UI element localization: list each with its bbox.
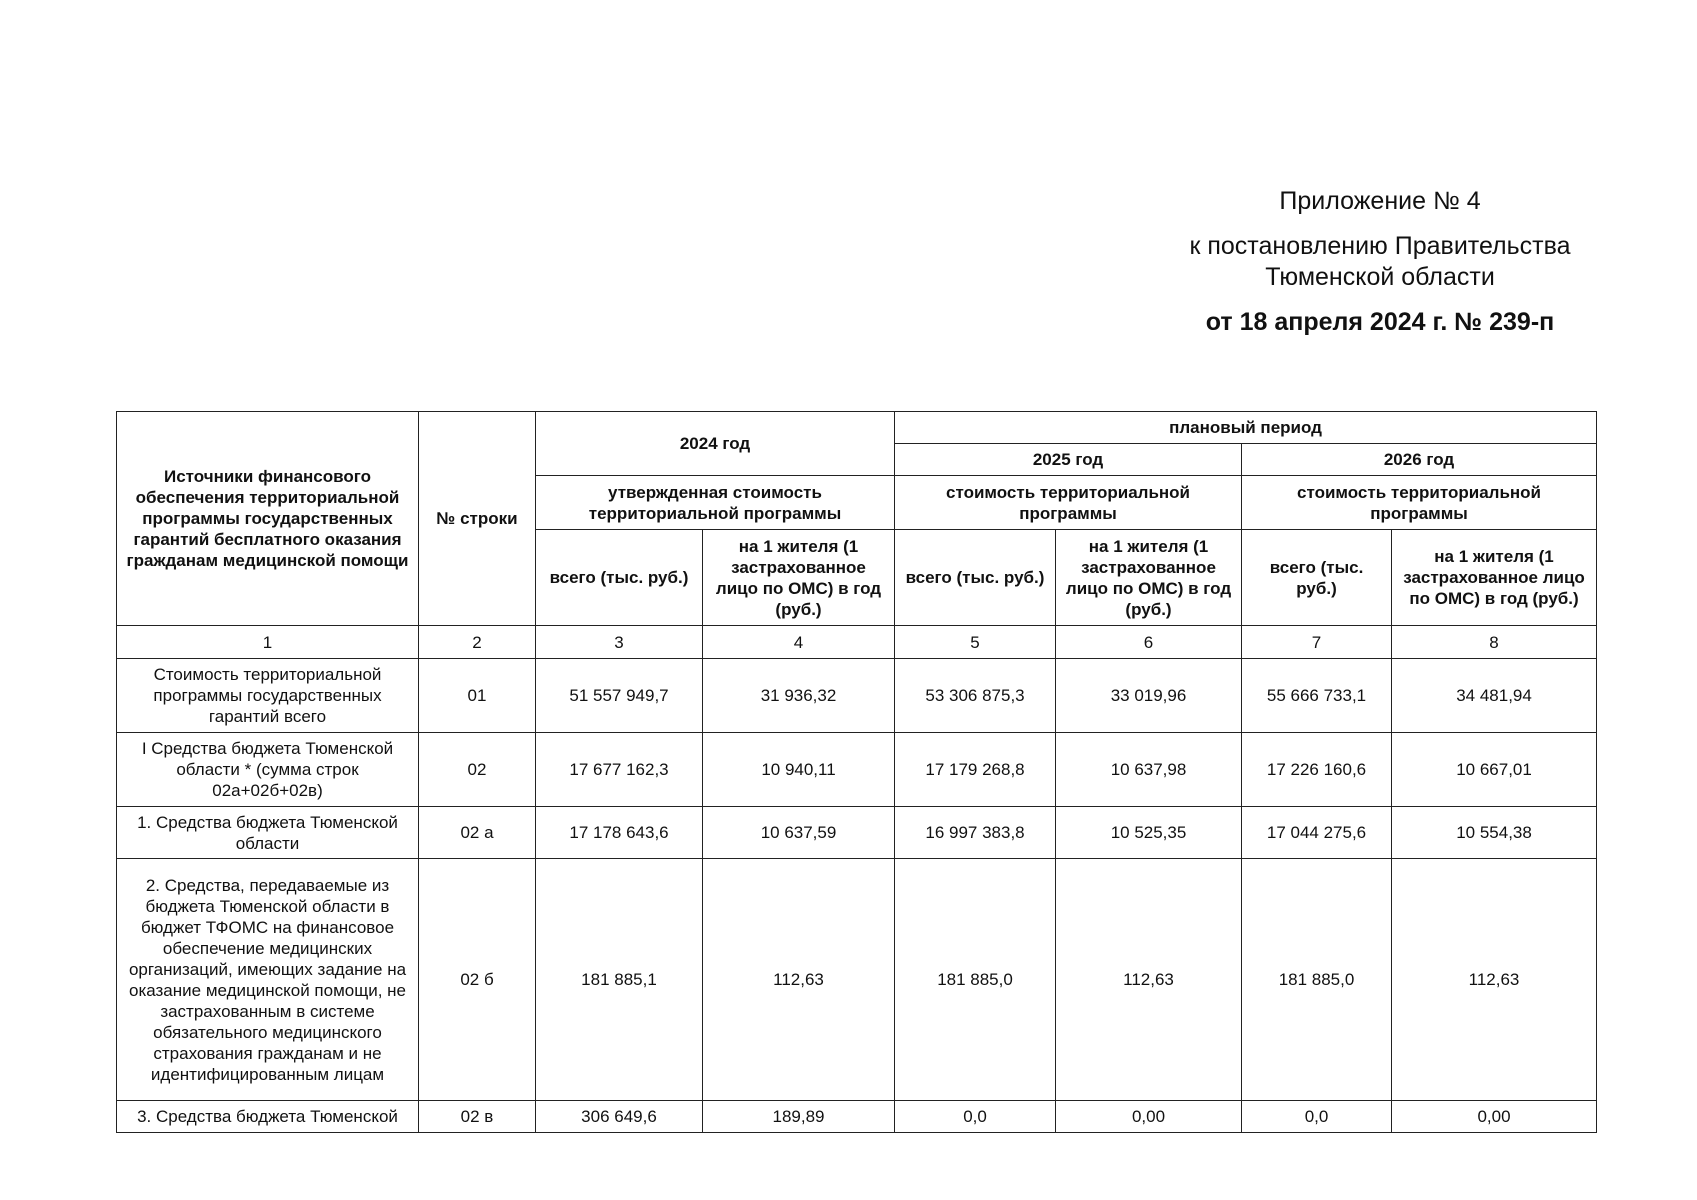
value-total-2025: 181 885,0 (895, 859, 1056, 1101)
row-source: 2. Средства, передаваемые из бюджета Тюменской области в бюджет ТФОМС на финансовое обеспечение медицинских организаций, имеющих задание на оказание медицинской помощи, не застрахованным в системе обязательного медицинского страхования гражданам и не идентифицированным лицам (117, 859, 419, 1101)
header-cost-2025: стоимость территориальной программы (895, 476, 1242, 530)
column-number: 3 (536, 626, 703, 659)
appendix-reference (1100, 231, 1660, 293)
column-number: 5 (895, 626, 1056, 659)
header-planned-period: плановый период (895, 412, 1597, 444)
value-per-capita-2024: 10 637,59 (703, 807, 895, 859)
header-total-2026: всего (тыс. руб.) (1242, 530, 1392, 626)
appendix-header (1100, 186, 1660, 338)
value-per-capita-2024: 10 940,11 (703, 733, 895, 807)
value-total-2026: 17 226 160,6 (1242, 733, 1392, 807)
value-total-2024: 306 649,6 (536, 1101, 703, 1133)
column-number: 4 (703, 626, 895, 659)
column-number: 2 (419, 626, 536, 659)
header-cost-2026: стоимость территориальной программы (1242, 476, 1597, 530)
table-row (117, 1101, 1597, 1133)
header-per-capita-2026: на 1 жителя (1 застрахованное лицо по ОМС) в год (руб.) (1392, 530, 1597, 626)
value-total-2026: 0,0 (1242, 1101, 1392, 1133)
column-number-row (117, 626, 1597, 659)
column-number: 1 (117, 626, 419, 659)
column-number: 6 (1056, 626, 1242, 659)
header-per-capita-2024: на 1 жителя (1 застрахованное лицо по ОМС) в год (руб.) (703, 530, 895, 626)
value-total-2026: 17 044 275,6 (1242, 807, 1392, 859)
value-total-2025: 0,0 (895, 1101, 1056, 1133)
header-year-2026: 2026 год (1242, 444, 1597, 476)
value-total-2026: 181 885,0 (1242, 859, 1392, 1101)
column-number: 7 (1242, 626, 1392, 659)
appendix-reference-line-1: к постановлению Правительства (1189, 232, 1571, 260)
row-code: 02 а (419, 807, 536, 859)
value-per-capita-2026: 10 667,01 (1392, 733, 1597, 807)
value-per-capita-2025: 10 525,35 (1056, 807, 1242, 859)
value-total-2024: 17 178 643,6 (536, 807, 703, 859)
value-total-2024: 51 557 949,7 (536, 659, 703, 733)
value-per-capita-2026: 0,00 (1392, 1101, 1597, 1133)
header-year-2025: 2025 год (895, 444, 1242, 476)
row-source: I Средства бюджета Тюменской области * (сумма строк 02а+02б+02в) (117, 733, 419, 807)
value-total-2025: 17 179 268,8 (895, 733, 1056, 807)
table-row (117, 733, 1597, 807)
table-row (117, 859, 1597, 1101)
appendix-date: от 18 апреля 2024 г. № 239-п (1205, 308, 1555, 336)
value-total-2024: 17 677 162,3 (536, 733, 703, 807)
row-source: 1. Средства бюджета Тюменской области (117, 807, 419, 859)
value-total-2025: 16 997 383,8 (895, 807, 1056, 859)
header-sources: Источники финансового обеспечения территориальной программы государственных гарантий бесплатного оказания гражданам медицинской помощи (117, 412, 419, 626)
row-code: 02 б (419, 859, 536, 1101)
value-per-capita-2026: 112,63 (1392, 859, 1597, 1101)
row-code: 01 (419, 659, 536, 733)
value-per-capita-2025: 33 019,96 (1056, 659, 1242, 733)
header-total-2024: всего (тыс. руб.) (536, 530, 703, 626)
value-total-2025: 53 306 875,3 (895, 659, 1056, 733)
table-row (117, 659, 1597, 733)
column-number: 8 (1392, 626, 1597, 659)
value-per-capita-2026: 10 554,38 (1392, 807, 1597, 859)
value-total-2024: 181 885,1 (536, 859, 703, 1101)
financing-table (116, 411, 1597, 1133)
row-source: 3. Средства бюджета Тюменской (117, 1101, 419, 1133)
header-per-capita-2025: на 1 жителя (1 застрахованное лицо по ОМС) в год (руб.) (1056, 530, 1242, 626)
header-year-2024: 2024 год (536, 412, 895, 476)
value-per-capita-2024: 31 936,32 (703, 659, 895, 733)
appendix-number: Приложение № 4 (1279, 187, 1481, 215)
header-row-number: № строки (419, 412, 536, 626)
header-total-2025: всего (тыс. руб.) (895, 530, 1056, 626)
row-source: Стоимость территориальной программы государственных гарантий всего (117, 659, 419, 733)
row-code: 02 в (419, 1101, 536, 1133)
value-per-capita-2024: 189,89 (703, 1101, 895, 1133)
value-per-capita-2025: 10 637,98 (1056, 733, 1242, 807)
value-per-capita-2026: 34 481,94 (1392, 659, 1597, 733)
value-per-capita-2025: 112,63 (1056, 859, 1242, 1101)
row-code: 02 (419, 733, 536, 807)
value-per-capita-2024: 112,63 (703, 859, 895, 1101)
header-approved-cost: утвержденная стоимость территориальной программы (536, 476, 895, 530)
appendix-reference-line-2: Тюменской области (1265, 263, 1495, 291)
value-total-2026: 55 666 733,1 (1242, 659, 1392, 733)
table-row (117, 807, 1597, 859)
value-per-capita-2025: 0,00 (1056, 1101, 1242, 1133)
